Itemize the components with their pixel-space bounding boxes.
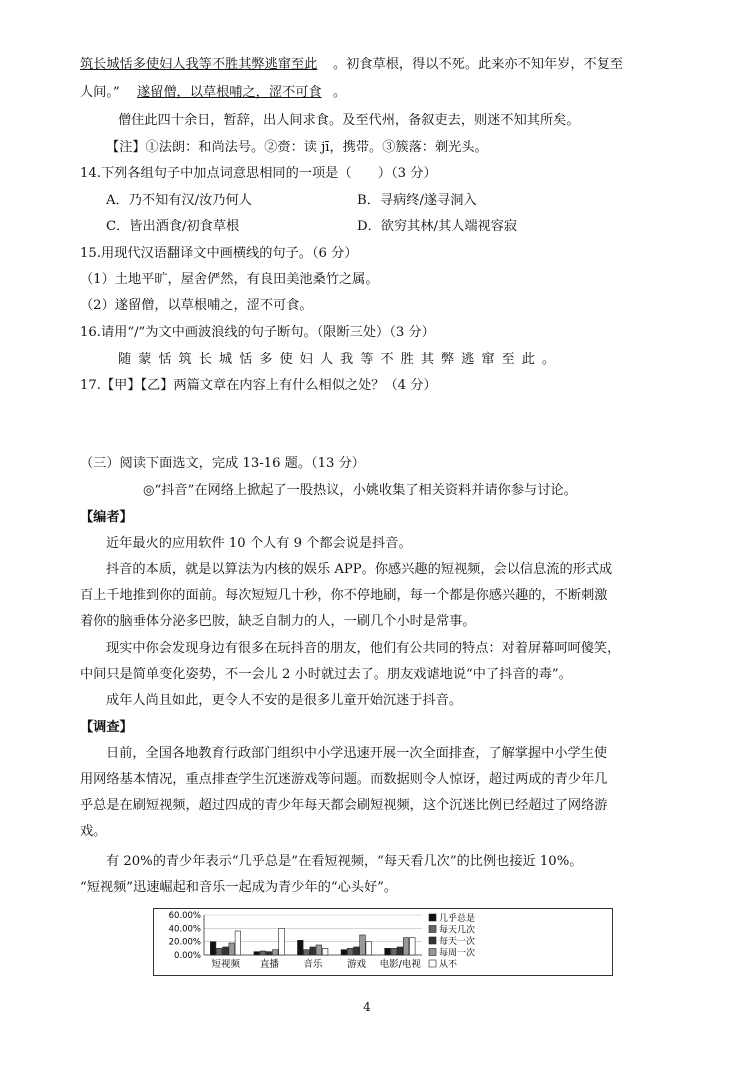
bar (403, 938, 409, 955)
legend-swatch (429, 949, 436, 956)
text-line-l18: 抖音的本质，就是以算法为内核的娱乐 APP。你感兴趣的短视频，会以信息流的形式成 (106, 562, 613, 577)
bar (223, 947, 229, 955)
y-tick-label: 60.00% (168, 911, 201, 921)
bar (210, 942, 216, 955)
bar (229, 943, 235, 955)
text-line-l28: 戏。 (80, 824, 107, 839)
bar (304, 950, 310, 955)
text-line-l20: 着你的脑垂体分泌多巴胺，缺乏自制力的人，一刷几个小时是常事。 (80, 614, 476, 629)
text-line-l13: 17.【甲】【乙】两篇文章在内容上有什么相似之处？（4 分） (80, 378, 437, 393)
bar (347, 948, 353, 955)
text-line-l10: （2）遂留僧，以草根哺之，涩不可食。 (80, 298, 313, 313)
text-line-l6b: B．寻病终/遂寻洞入 (357, 193, 477, 208)
bar (360, 935, 366, 955)
legend-label: 每天一次 (439, 937, 476, 947)
y-tick-label: 40.00% (168, 924, 201, 935)
text-line-l22: 中间只是简单变化姿势，不一会儿 2 小时就过去了。朋友戏谑地说“中了抖音的毒”。 (80, 667, 572, 682)
legend-swatch (429, 914, 436, 921)
chart-svg (154, 909, 612, 975)
x-tick-label: 电影/电视 (379, 959, 421, 970)
text-line-l5: 14.下列各组句子中加点词意思相同的一项是（ ）（3 分） (80, 166, 437, 181)
text-line-l30: “短视频”迅速崛起和音乐一起成为青少年的“心头好”。 (80, 880, 398, 895)
bar (254, 952, 260, 955)
legend-label: 几乎总是 (439, 914, 476, 924)
text-line-l24: 【调查】 (80, 720, 133, 735)
legend-label: 每天几次 (439, 925, 476, 936)
bar (266, 952, 272, 955)
bar (279, 928, 285, 955)
text-line-l2b: 遂留僧，以草根哺之，涩不可食 (137, 85, 322, 100)
text-line-l11: 16.请用“/”为文中画波浪线的句子断句。（限断三处）（3 分） (80, 325, 435, 340)
bar (354, 947, 360, 955)
text-line-l14: （三）阅读下面选文，完成 13-16 题。（13 分） (80, 456, 365, 471)
bar (391, 948, 397, 955)
text-line-l2c: 。 (333, 85, 347, 100)
page-number: 4 (363, 1000, 371, 1014)
text-line-l25: 日前，全国各地教育行政部门组织中小学迅速开展一次全面排查，了解掌握中小学生使 (106, 746, 608, 761)
text-line-l1b: 。初食草根，得以不死。此来亦不知年岁，不复至 (333, 57, 624, 72)
text-line-l19: 百上千地推到你的面前。每次短短几十秒，你不停地刷，每一个都是你感兴趣的，不断刺激 (80, 588, 608, 603)
text-line-l29: 有 20%的青少年表示“几乎总是”在看短视频，“每天看几次”的比例也接近 10%。 (106, 854, 583, 869)
x-tick-label: 音乐 (303, 959, 323, 970)
bar (385, 948, 391, 955)
bar (273, 950, 279, 955)
bar-chart (153, 908, 613, 976)
text-line-l26: 用网络基本情况，重点排查学生沉迷游戏等问题。而数据则令人惊讶，超过两成的青少年几 (80, 772, 608, 787)
legend-swatch (429, 937, 436, 944)
text-line-l2a: 人间。” (80, 85, 120, 100)
legend-swatch (429, 960, 436, 967)
y-tick-label: 20.00% (168, 937, 201, 948)
text-line-l3: 僧住此四十余日，暂辞，出人间求食。及至代州，备叙吏去，则迷不知其所矣。 (118, 113, 580, 128)
text-line-l15: ◎“抖音”在网络上掀起了一股热议，小姚收集了相关资料并请你参与讨论。 (143, 483, 577, 498)
text-line-l4: 【注】①法朗：和尚法号。②赍：读 jī，携带。③簇落：剃光头。 (106, 140, 488, 155)
bar (322, 948, 328, 955)
text-line-l17: 近年最火的应用软件 10 个人有 9 个都会说是抖音。 (106, 536, 412, 551)
text-line-l6a: A．乃不知有汉/汝乃何人 (106, 193, 252, 208)
text-line-l1a: 筑长城恬多使妇人我等不胜其弊逃窜至此 (80, 57, 318, 72)
text-line-l27: 乎总是在刷短视频，超过四成的青少年每天都会刷短视频，这个沉迷比例已经超过了网络游 (80, 798, 608, 813)
x-tick-label: 游戏 (347, 959, 367, 970)
bar (235, 931, 241, 955)
text-line-l16: 【编者】 (80, 510, 133, 525)
text-line-l9: （1）土地平旷，屋舍俨然，有良田美池桑竹之属。 (80, 272, 379, 287)
legend-swatch (429, 926, 436, 933)
bar (397, 947, 403, 955)
y-tick-label: 0.00% (173, 951, 201, 961)
x-tick-label: 直播 (259, 959, 279, 970)
bar (310, 947, 316, 955)
text-line-l23: 成年人尚且如此，更令人不安的是很多儿童开始沉迷于抖音。 (106, 693, 463, 708)
text-line-l7b: D．欲穷其林/其人端视容寂 (357, 219, 518, 234)
bar (316, 945, 322, 955)
text-line-l12: 随蒙恬筑长城恬多使妇人我等不胜其弊逃窜至此。 (118, 352, 563, 367)
legend-label: 每周一次 (439, 948, 476, 959)
bar (217, 948, 223, 955)
bar (260, 951, 266, 955)
x-tick-label: 短视频 (211, 959, 241, 970)
text-line-l7a: C．皆出酒食/初食草根 (106, 219, 240, 234)
bar (410, 938, 416, 955)
bar (341, 950, 347, 955)
legend-label: 从不 (439, 960, 458, 970)
bar (366, 942, 372, 955)
bar (298, 940, 304, 955)
text-line-l8: 15.用现代汉语翻译文中画横线的句子。（6 分） (80, 246, 358, 261)
text-line-l21: 现实中你会发现身边有很多在玩抖音的朋友，他们有公共同的特点：对着屏幕呵呵傻笑， (106, 641, 621, 656)
